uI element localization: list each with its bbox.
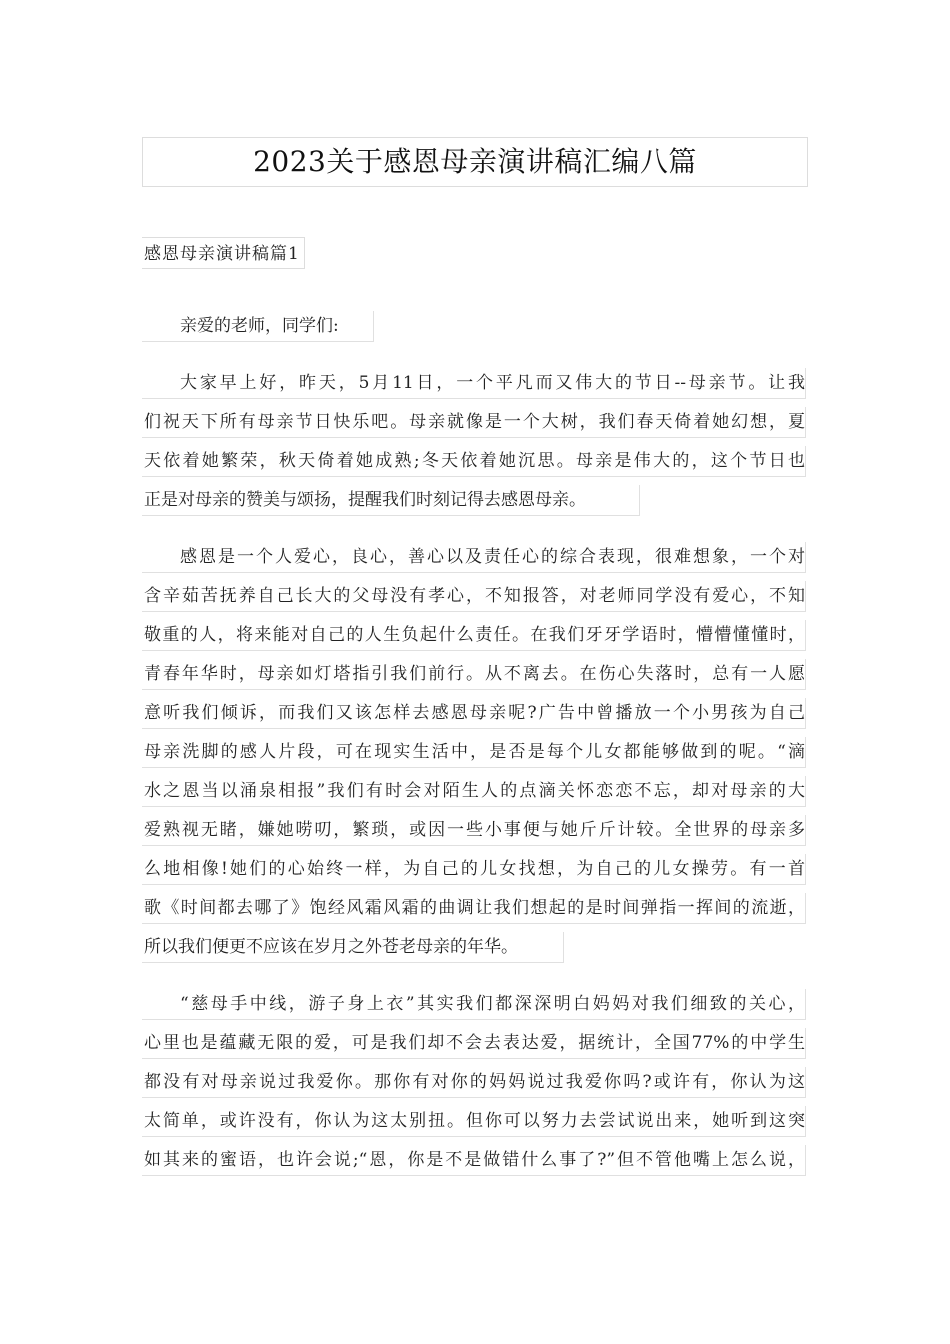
paragraph-line: 感恩是一个人爱心，良心，善心以及责任心的综合表现，很难想象，一个对 bbox=[142, 542, 806, 573]
paragraph-line: 歌《时间都去哪了》饱经风霜风霜的曲调让我们想起的是时间弹指一挥间的流逝， bbox=[142, 893, 806, 924]
paragraph-line: “慈母手中线，游子身上衣”其实我们都深深明白妈妈对我们细致的关心， bbox=[142, 989, 806, 1020]
paragraph-line: 正是对母亲的赞美与颂扬，提醒我们时刻记得去感恩母亲。 bbox=[142, 485, 640, 516]
section-heading: 感恩母亲演讲稿篇1 bbox=[142, 237, 305, 269]
paragraph-line: 天依着她繁荣，秋天倚着她成熟;冬天依着她沉思。母亲是伟大的，这个节日也 bbox=[142, 446, 806, 477]
paragraph-line: 心里也是蕴藏无限的爱，可是我们却不会去表达爱，据统计，全国77%的中学生 bbox=[142, 1028, 806, 1059]
paragraph-line: 所以我们便更不应该在岁月之外苍老母亲的年华。 bbox=[142, 932, 564, 963]
paragraph-line: 如其来的蜜语，也许会说;“恩，你是不是做错什么事了?”但不管他嘴上怎么说， bbox=[142, 1145, 806, 1176]
paragraph-line: 么地相像!她们的心始终一样，为自己的儿女找想，为自己的儿女操劳。有一首 bbox=[142, 854, 806, 885]
paragraph-line: 们祝天下所有母亲节日快乐吧。母亲就像是一个大树，我们春天倚着她幻想，夏 bbox=[142, 407, 806, 438]
paragraph-line: 太简单，或许没有，你认为这太别扭。但你可以努力去尝试说出来，她听到这突 bbox=[142, 1106, 806, 1137]
paragraph-line: 大家早上好，昨天，5月11日，一个平凡而又伟大的节日--母亲节。让我 bbox=[142, 368, 806, 399]
paragraph-line: 敬重的人，将来能对自己的人生负起什么责任。在我们牙牙学语时，懵懵懂懂时， bbox=[142, 620, 806, 651]
salutation-line: 亲爱的老师，同学们: bbox=[142, 311, 374, 342]
paragraph-line: 含辛茹苦抚养自己长大的父母没有孝心，不知报答，对老师同学没有爱心，不知 bbox=[142, 581, 806, 612]
paragraph-line: 爱熟视无睹，嫌她唠叨，繁琐，或因一些小事便与她斤斤计较。全世界的母亲多 bbox=[142, 815, 806, 846]
paragraph-line: 青春年华时，母亲如灯塔指引我们前行。从不离去。在伤心失落时，总有一人愿 bbox=[142, 659, 806, 690]
document-title: 2023关于感恩母亲演讲稿汇编八篇 bbox=[142, 137, 808, 187]
paragraph-line: 母亲洗脚的感人片段，可在现实生活中，是否是每个儿女都能够做到的呢。“滴 bbox=[142, 737, 806, 768]
paragraph-line: 都没有对母亲说过我爱你。那你有对你的妈妈说过我爱你吗?或许有，你认为这 bbox=[142, 1067, 806, 1098]
paragraph-line: 意听我们倾诉，而我们又该怎样去感恩母亲呢?广告中曾播放一个小男孩为自己 bbox=[142, 698, 806, 729]
paragraph-line: 水之恩当以涌泉相报”我们有时会对陌生人的点滴关怀恋恋不忘，却对母亲的大 bbox=[142, 776, 806, 807]
